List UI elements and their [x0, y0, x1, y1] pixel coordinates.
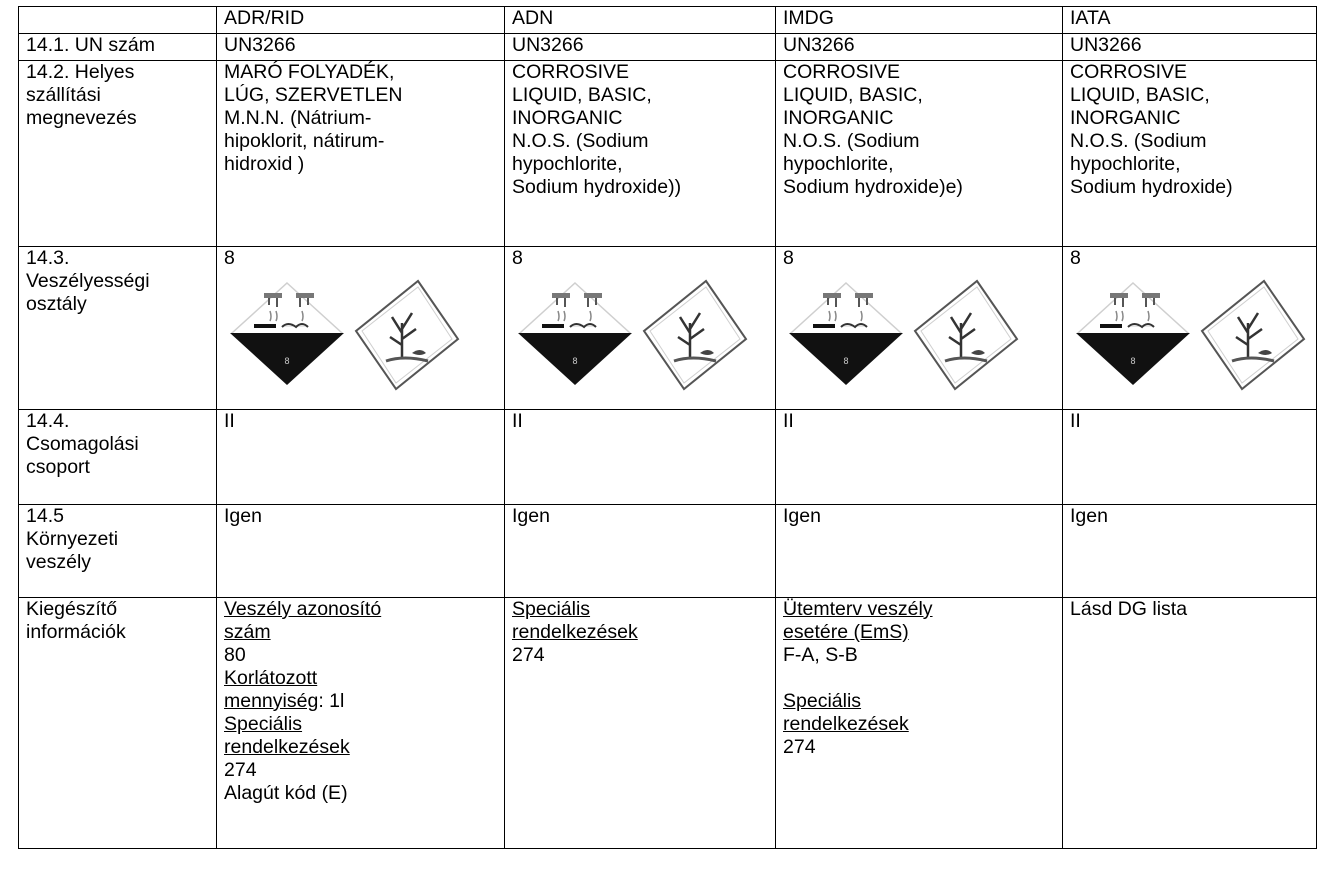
pictogram-group: [783, 275, 1054, 400]
pictogram-group: [1070, 275, 1308, 400]
environmental-hazard-icon: [350, 275, 460, 395]
additional-info-row: [19, 598, 1317, 849]
limited-qty-heading: mennyiség: [224, 690, 319, 712]
packing-group-iata: II: [1063, 410, 1317, 505]
header-empty-cell: [19, 7, 217, 34]
hazard-class-adn: 8 8: [505, 247, 776, 410]
additional-info-iata: [1063, 598, 1317, 849]
class-digit: 8: [1130, 356, 1136, 366]
special-provisions-heading: rendelkezések: [224, 736, 350, 758]
corrosive-class-8-label-icon: [1070, 275, 1196, 385]
un-number-adn: UN3266: [505, 34, 776, 61]
environmental-hazard-adn: Igen: [505, 505, 776, 598]
shipping-name-row: [19, 61, 1317, 247]
additional-info-imdg: [776, 598, 1063, 849]
packing-group-row: [19, 410, 1317, 505]
special-provisions-value: 274: [224, 759, 257, 781]
un-number-adr: UN3266: [217, 34, 505, 61]
class-digit: 8: [284, 356, 290, 366]
pictogram-group: [512, 275, 767, 400]
blank-line: [783, 667, 1054, 690]
shipping-name-adn: CORROSIVE LIQUID, BASIC, INORGANIC N.O.S. (Sodium hypochlorite, Sodium hydroxide)): [505, 61, 776, 247]
column-header-adn: ADN: [505, 7, 776, 34]
special-provisions-heading: Speciális: [512, 598, 591, 620]
un-number-iata: UN3266: [1063, 34, 1317, 61]
hazard-class-row: [19, 247, 1317, 410]
special-provisions-value: 274: [512, 644, 545, 666]
class-digit: 8: [843, 356, 849, 366]
row-label-additional-info: Kiegészítő információk: [19, 598, 217, 849]
packing-group-adr: II: [217, 410, 505, 505]
row-label-un-number: 14.1. UN szám: [19, 34, 217, 61]
dg-list-reference: Lásd DG lista: [1070, 598, 1188, 620]
row-label-environmental-hazard: 14.5 Környezeti veszély: [19, 505, 217, 598]
hazard-id-heading: Veszély azonosító: [224, 598, 382, 620]
corrosive-class-8-label-icon: [512, 275, 638, 385]
special-provisions-value: 274: [783, 736, 816, 758]
environmental-hazard-icon: [909, 275, 1019, 395]
shipping-name-imdg: CORROSIVE LIQUID, BASIC, INORGANIC N.O.S. (Sodium hypochlorite, Sodium hydroxide)e): [776, 61, 1063, 247]
limited-qty-line: [224, 690, 496, 713]
column-header-imdg: IMDG: [776, 7, 1063, 34]
environmental-hazard-icon: [638, 275, 748, 395]
un-number-imdg: UN3266: [776, 34, 1063, 61]
limited-qty-heading: Korlátozott: [224, 667, 318, 689]
hazard-id-heading: szám: [224, 621, 271, 643]
row-label-hazard-class: 14.3. Veszélyességi osztály: [19, 247, 217, 410]
column-header-iata: IATA: [1063, 7, 1317, 34]
ems-heading: Ütemterv veszély: [783, 598, 933, 620]
ems-value: F-A, S-B: [783, 644, 858, 666]
tunnel-code: Alagút kód (E): [224, 782, 348, 804]
additional-info-adr: [217, 598, 505, 849]
shipping-name-iata: CORROSIVE LIQUID, BASIC, INORGANIC N.O.S. (Sodium hypochlorite, Sodium hydroxide): [1063, 61, 1317, 247]
additional-info-adn: [505, 598, 776, 849]
environmental-hazard-adr: Igen: [217, 505, 505, 598]
special-provisions-heading: rendelkezések: [783, 713, 909, 735]
class-digit: 8: [572, 356, 578, 366]
packing-group-adn: II: [505, 410, 776, 505]
hazard-id-value: 80: [224, 644, 246, 666]
hazard-class-iata: 8 8: [1063, 247, 1317, 410]
limited-qty-value: : 1l: [318, 690, 345, 712]
column-header-adr-rid: ADR/RID: [217, 7, 505, 34]
environmental-hazard-imdg: Igen: [776, 505, 1063, 598]
environmental-hazard-iata: Igen: [1063, 505, 1317, 598]
transport-info-table: [18, 6, 1317, 849]
environmental-hazard-icon: [1196, 275, 1306, 395]
special-provisions-heading: Speciális: [224, 713, 303, 735]
un-number-row: [19, 34, 1317, 61]
corrosive-class-8-label-icon: [783, 275, 909, 385]
header-row: [19, 7, 1317, 34]
shipping-name-adr: MARÓ FOLYADÉK, LÚG, SZERVETLEN M.N.N. (Nátrium- hipoklorit, nátirum- hidroxid ): [217, 61, 505, 247]
special-provisions-heading: rendelkezések: [512, 621, 638, 643]
ems-heading: esetére (EmS): [783, 621, 909, 643]
row-label-shipping-name: 14.2. Helyes szállítási megnevezés: [19, 61, 217, 247]
row-label-packing-group: 14.4. Csomagolási csoport: [19, 410, 217, 505]
special-provisions-heading: Speciális: [783, 690, 862, 712]
packing-group-imdg: II: [776, 410, 1063, 505]
hazard-class-adr: 8 8: [217, 247, 505, 410]
environmental-hazard-row: [19, 505, 1317, 598]
corrosive-class-8-label-icon: [224, 275, 350, 385]
hazard-class-imdg: 8 8: [776, 247, 1063, 410]
pictogram-group: [224, 275, 496, 400]
